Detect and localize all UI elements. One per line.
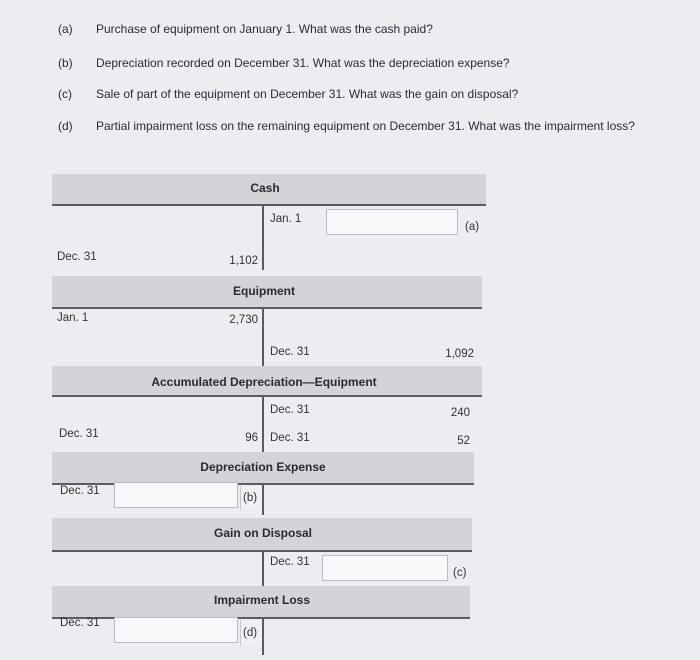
cash-credit-amount-input[interactable]	[326, 209, 458, 235]
dep-exp-debit-date: Dec. 31	[60, 485, 100, 497]
question-text: Sale of part of the equipment on December 31. What was the gain on disposal?	[96, 87, 519, 101]
accum-dep-credit2-amount: 52	[457, 435, 470, 447]
accum-dep-account-title: Accumulated Depreciation—Equipment	[151, 375, 377, 389]
gain-credit-date: Dec. 31	[270, 556, 310, 568]
question-text: Partial impairment loss on the remaining equipment on December 31. What was the impairment loss?	[96, 119, 635, 133]
cash-account-title: Cash	[250, 181, 280, 195]
dep-exp-marker: (b)	[243, 492, 258, 504]
question-text: Depreciation recorded on December 31. What was the depreciation expense?	[96, 56, 510, 70]
gain-t-divider	[262, 552, 264, 588]
gain-marker: (c)	[453, 567, 467, 579]
dep-exp-t-divider	[262, 485, 264, 515]
gain-credit-amount-input[interactable]	[322, 555, 448, 581]
accum-dep-t-divider	[262, 397, 264, 452]
question-letter: (b)	[58, 56, 73, 70]
equipment-debit-amount: 2,730	[229, 314, 258, 326]
dep-exp-account-title: Depreciation Expense	[200, 460, 326, 474]
impairment-debit-amount-input[interactable]	[114, 617, 238, 643]
accum-dep-debit-date: Dec. 31	[59, 428, 99, 440]
question-letter: (c)	[58, 87, 72, 101]
question-letter: (d)	[58, 119, 73, 133]
cash-debit-date: Dec. 31	[57, 251, 97, 263]
impairment-account-title: Impairment Loss	[213, 593, 311, 607]
cash-credit-marker: (a)	[465, 221, 480, 233]
equipment-account-title: Equipment	[233, 284, 295, 298]
impairment-marker: (d)	[243, 627, 258, 639]
cash-t-divider	[262, 206, 264, 270]
equipment-t-divider	[262, 309, 264, 367]
accum-dep-debit-amount: 96	[245, 432, 258, 444]
equipment-credit-amount: 1,092	[445, 348, 474, 360]
question-text: Purchase of equipment on January 1. What was the cash paid?	[96, 22, 433, 36]
accum-dep-credit2-date: Dec. 31	[270, 432, 310, 444]
accum-dep-credit1-amount: 240	[450, 407, 470, 419]
equipment-debit-date: Jan. 1	[57, 312, 89, 324]
impairment-t-divider	[262, 619, 264, 655]
cash-credit-date: Jan. 1	[270, 213, 302, 225]
dep-exp-debit-amount-input[interactable]	[114, 482, 238, 508]
gain-account-title: Gain on Disposal	[213, 526, 313, 540]
accum-dep-credit1-date: Dec. 31	[270, 404, 310, 416]
question-letter: (a)	[58, 22, 73, 36]
equipment-credit-date: Dec. 31	[270, 346, 310, 358]
impairment-debit-date: Dec. 31	[60, 617, 100, 629]
cash-debit-amount: 1,102	[229, 255, 258, 267]
